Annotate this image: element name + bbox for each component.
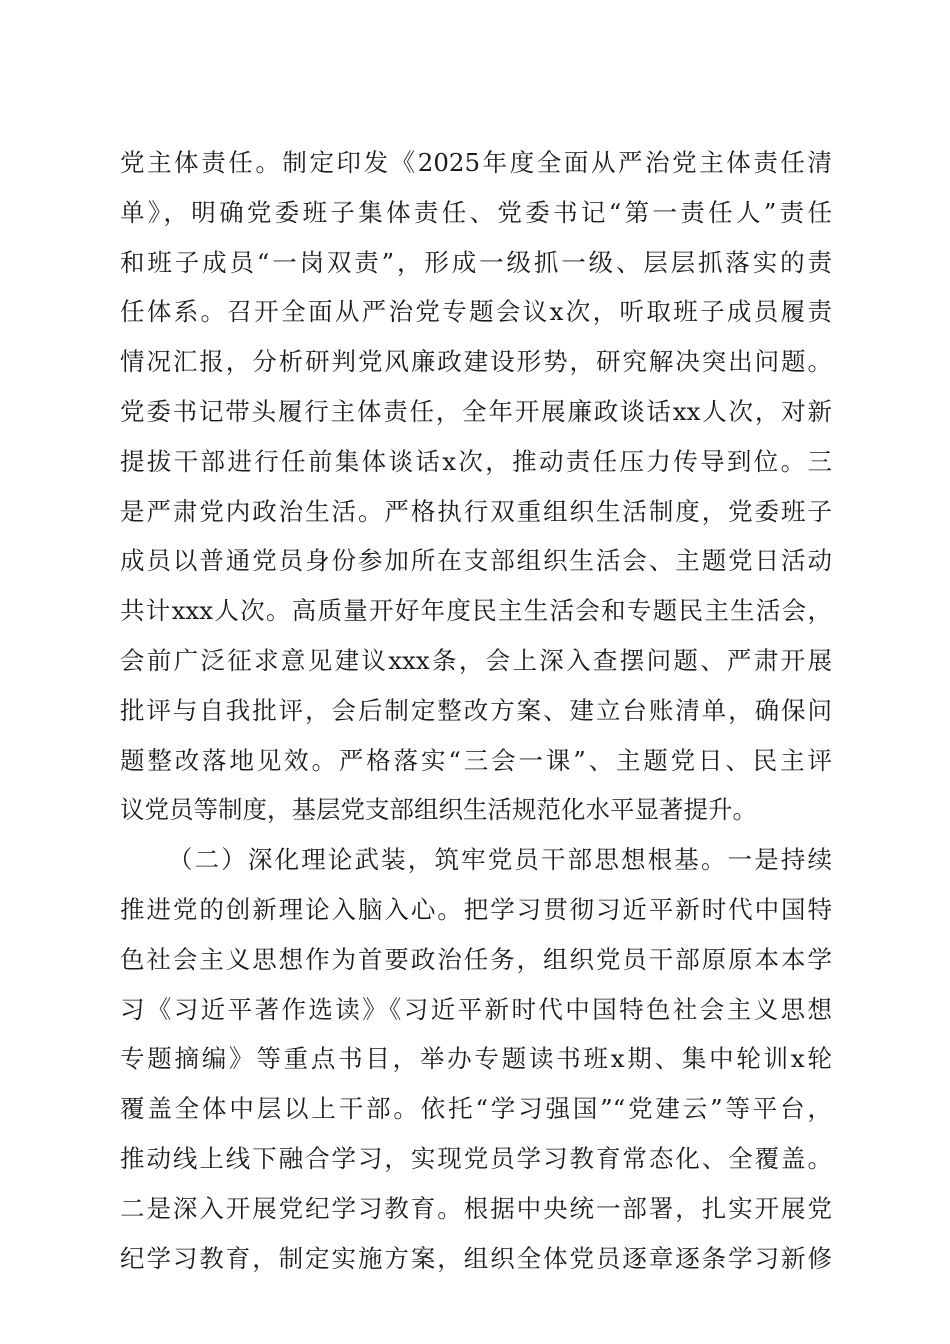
text-line: 二是深入开展党纪学习教育。根据中央统一部署，扎实开展党	[120, 1193, 832, 1223]
text-line: 纪学习教育，制定实施方案，组织全体党员逐章逐条学习新修	[120, 1243, 832, 1273]
text-line: 色社会主义思想作为首要政治任务，组织党员干部原原本本学	[120, 944, 832, 974]
text-line: 批评与自我批评，会后制定整改方案、建立台账清单，确保问	[120, 695, 832, 725]
text-line: 提拔干部进行任前集体谈话x次，推动责任压力传导到位。三	[120, 446, 832, 476]
text-line: 专题摘编》等重点书目，举办专题读书班x期、集中轮训x轮	[120, 1044, 832, 1074]
text-line: 党委书记带头履行主体责任，全年开展廉政谈话xx人次，对新	[120, 396, 832, 426]
text-line: 共计xxx人次。高质量开好年度民主生活会和专题民主生活会，	[120, 596, 832, 626]
text-line: 党主体责任。制定印发《2025年度全面从严治党主体责任清	[120, 148, 832, 177]
text-line: 覆盖全体中层以上干部。依托“学习强国”“党建云”等平台，	[120, 1094, 832, 1124]
section-heading-line: （二）深化理论武装，筑牢党员干部思想根基。一是持续	[168, 845, 832, 875]
text-line: 推进党的创新理论入脑入心。把学习贯彻习近平新时代中国特	[120, 894, 832, 924]
text-line: 会前广泛征求意见建议xxx条，会上深入查摆问题、严肃开展	[120, 645, 832, 675]
text-line: 成员以普通党员身份参加所在支部组织生活会、主题党日活动	[120, 546, 832, 576]
text-line: 是严肃党内政治生活。严格执行双重组织生活制度，党委班子	[120, 496, 832, 526]
text-line: 情况汇报，分析研判党风廉政建设形势，研究解决突出问题。	[120, 347, 832, 377]
text-line: 题整改落地见效。严格落实“三会一课”、主题党日、民主评	[120, 745, 832, 775]
text-line: 单》，明确党委班子集体责任、党委书记“第一责任人”责任	[120, 197, 832, 227]
paragraph-end-line: 议党员等制度，基层党支部组织生活规范化水平显著提升。	[120, 795, 757, 825]
text-line: 习《习近平著作选读》《习近平新时代中国特色社会主义思想	[120, 994, 832, 1024]
text-line: 推动线上线下融合学习，实现党员学习教育常态化、全覆盖。	[120, 1143, 832, 1173]
text-line: 和班子成员“一岗双责”，形成一级抓一级、层层抓落实的责	[120, 247, 832, 277]
body-text	[120, 138, 832, 1283]
text-line: 任体系。召开全面从严治党专题会议x次，听取班子成员履责	[120, 297, 832, 327]
